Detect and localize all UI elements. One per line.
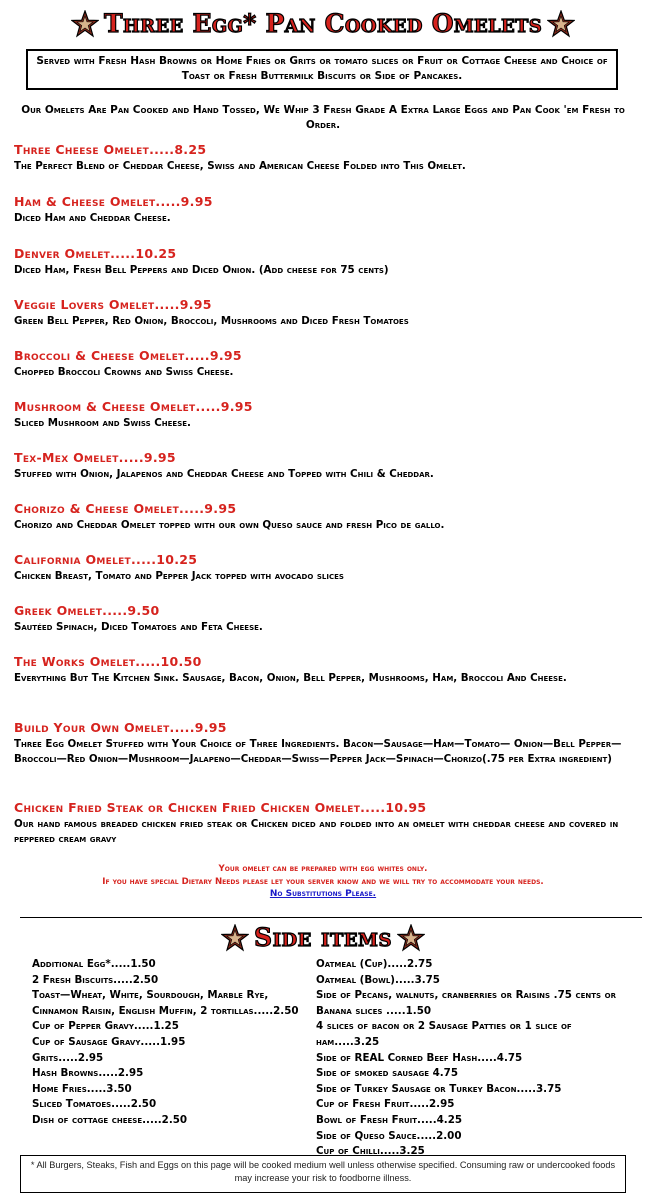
page-title: Three Egg* Pan Cooked Omelets <box>103 9 543 38</box>
menu-item-name: Tex-Mex Omelet.....9.95 <box>14 450 176 465</box>
star-icon <box>71 10 99 38</box>
side-items-right <box>316 957 636 1160</box>
no-substitutions-link[interactable]: No Substitutions Please. <box>269 889 377 899</box>
side-item: Additional Egg*.....1.50 <box>32 958 156 970</box>
food-safety-disclaimer: * All Burgers, Steaks, Fish and Eggs on this page will be cooked medium well unless otherwise specified. Consuming raw or undercooked foods may increase your risk to foodborne illness. <box>20 1155 626 1193</box>
side-item: Cup of Chilli.....3.25 <box>316 1145 425 1158</box>
menu-item <box>14 654 634 686</box>
star-icon <box>547 10 575 38</box>
menu-item-desc: Everything But The Kitchen Sink. Sausage, Bacon, Onion, Bell Pepper, Mushrooms, Ham, Broccoli And Cheese. <box>14 672 567 684</box>
menu-item-desc: Sautéed Spinach, Diced Tomatoes and Feta Cheese. <box>14 621 263 633</box>
star-icon <box>221 924 249 952</box>
side-item: Cup of Pepper Gravy.....1.25 <box>32 1020 179 1033</box>
menu-item <box>14 399 634 431</box>
menu-item <box>14 603 634 635</box>
side-item: Home Fries.....3.50 <box>32 1082 132 1095</box>
menu-item-name: Ham & Cheese Omelet.....9.95 <box>14 194 213 209</box>
menu-item <box>14 297 634 329</box>
menu-item <box>14 246 634 278</box>
menu-item-desc: Stuffed with Onion, Jalapenos and Cheddar Cheese and Topped with Chili & Cheddar. <box>14 468 434 480</box>
side-item: Side of Pecans, walnuts, cranberries or Raisins .75 cents or Banana slices .....1.50 <box>316 989 616 1017</box>
menu-item-name: Three Cheese Omelet.....8.25 <box>14 142 207 157</box>
menu-item <box>14 720 634 767</box>
menu-item-desc: Chicken Breast, Tomato and Pepper Jack topped with avocado slices <box>14 570 344 582</box>
side-item: 2 Fresh Biscuits.....2.50 <box>32 973 159 986</box>
menu-item-desc: Green Bell Pepper, Red Onion, Broccoli, Mushrooms and Diced Fresh Tomatoes <box>14 315 409 327</box>
menu-item-desc: Our hand famous breaded chicken fried steak or Chicken diced and folded into an omelet with cheddar cheese and covered in peppered cream gravy <box>14 818 619 845</box>
menu-item <box>14 142 634 174</box>
side-item: Side of Queso Sauce.....2.00 <box>316 1129 462 1142</box>
side-item: Oatmeal (Bowl).....3.75 <box>316 973 440 986</box>
section-divider <box>20 917 642 918</box>
side-item: Cup of Fresh Fruit.....2.95 <box>316 1098 455 1111</box>
menu-item-name: California Omelet.....10.25 <box>14 552 198 567</box>
omelets-header <box>0 4 646 44</box>
side-item: Toast—Wheat, White, Sourdough, Marble Rye, Cinnamon Raisin, English Muffin, 2 tortillas.....2.50 <box>32 989 299 1017</box>
menu-item-desc: Three Egg Omelet Stuffed with Your Choice of Three Ingredients. Bacon—Sausage—Ham—Tomato— Onion—Bell Pepper—Broccoli—Red Onion—Mushroom—Jalapeno—Cheddar—Swiss—Pepper Jack—Spinach—Chorizo(.75 per Extra ingredient) <box>14 738 622 765</box>
menu-item-desc: Sliced Mushroom and Swiss Cheese. <box>14 417 191 429</box>
menu-item-desc: The Perfect Blend of Cheddar Cheese, Swiss and American Cheese Folded into This Omelet. <box>14 160 466 172</box>
intro-text: Our Omelets Are Pan Cooked and Hand Tossed, We Whip 3 Fresh Grade A Extra Large Eggs and Pan Cook 'em Fresh to Order. <box>21 104 625 131</box>
dietary-notes <box>20 863 626 901</box>
menu-item <box>14 552 634 584</box>
side-item: Hash Browns.....2.95 <box>32 1067 144 1080</box>
side-item: Side of REAL Corned Beef Hash.....4.75 <box>316 1051 523 1064</box>
menu-item-name: Build Your Own Omelet.....9.95 <box>14 720 227 735</box>
menu-item-name: Chicken Fried Steak or Chicken Fried Chicken Omelet.....10.95 <box>14 800 427 815</box>
side-items-left <box>32 957 312 1129</box>
menu-item-name: Greek Omelet.....9.50 <box>14 603 160 618</box>
side-item: Oatmeal (Cup).....2.75 <box>316 958 433 970</box>
menu-item <box>14 348 634 380</box>
menu-item-desc: Diced Ham, Fresh Bell Peppers and Diced Onion. (Add cheese for 75 cents) <box>14 264 389 276</box>
menu-item <box>14 194 634 226</box>
menu-item <box>14 501 634 533</box>
menu-item-desc: Chorizo and Cheddar Omelet topped with our own Queso sauce and fresh Pico de gallo. <box>14 519 445 531</box>
menu-item-name: The Works Omelet.....10.50 <box>14 654 202 669</box>
menu-item-name: Veggie Lovers Omelet.....9.95 <box>14 297 212 312</box>
side-item: Grits.....2.95 <box>32 1051 104 1064</box>
side-item: Side of smoked sausage 4.75 <box>316 1067 458 1080</box>
side-item: Sliced Tomatoes.....2.50 <box>32 1098 157 1111</box>
side-item: 4 slices of bacon or 2 Sausage Patties or 1 slice of ham.....3.25 <box>316 1020 572 1048</box>
menu-item-name: Broccoli & Cheese Omelet.....9.95 <box>14 348 242 363</box>
menu-item <box>14 450 634 482</box>
menu-item-name: Mushroom & Cheese Omelet.....9.95 <box>14 399 253 414</box>
menu-item <box>14 800 634 847</box>
egg-whites-note: Your omelet can be prepared with egg whites only. <box>218 864 428 874</box>
menu-item-name: Chorizo & Cheese Omelet.....9.95 <box>14 501 237 516</box>
side-items-header <box>0 920 646 956</box>
side-item: Dish of cottage cheese.....2.50 <box>32 1113 188 1126</box>
star-icon <box>397 924 425 952</box>
side-item: Side of Turkey Sausage or Turkey Bacon.....3.75 <box>316 1082 562 1095</box>
side-item: Bowl of Fresh Fruit.....4.25 <box>316 1113 463 1126</box>
side-items-title: Side items <box>254 923 392 952</box>
dietary-note: If you have special Dietary Needs please let your server know and we will try to accommodate your needs. <box>102 876 544 887</box>
served-with-box: Served with Fresh Hash Browns or Home Fries or Grits or tomato slices or Fruit or Cottage Cheese and Choice of Toast or Fresh Buttermilk Biscuits or Side of Pancakes. <box>26 49 618 90</box>
menu-item-name: Denver Omelet.....10.25 <box>14 246 177 261</box>
side-item: Cup of Sausage Gravy.....1.95 <box>32 1035 186 1048</box>
menu-item-desc: Diced Ham and Cheddar Cheese. <box>14 212 171 224</box>
menu-item-desc: Chopped Broccoli Crowns and Swiss Cheese. <box>14 366 234 378</box>
